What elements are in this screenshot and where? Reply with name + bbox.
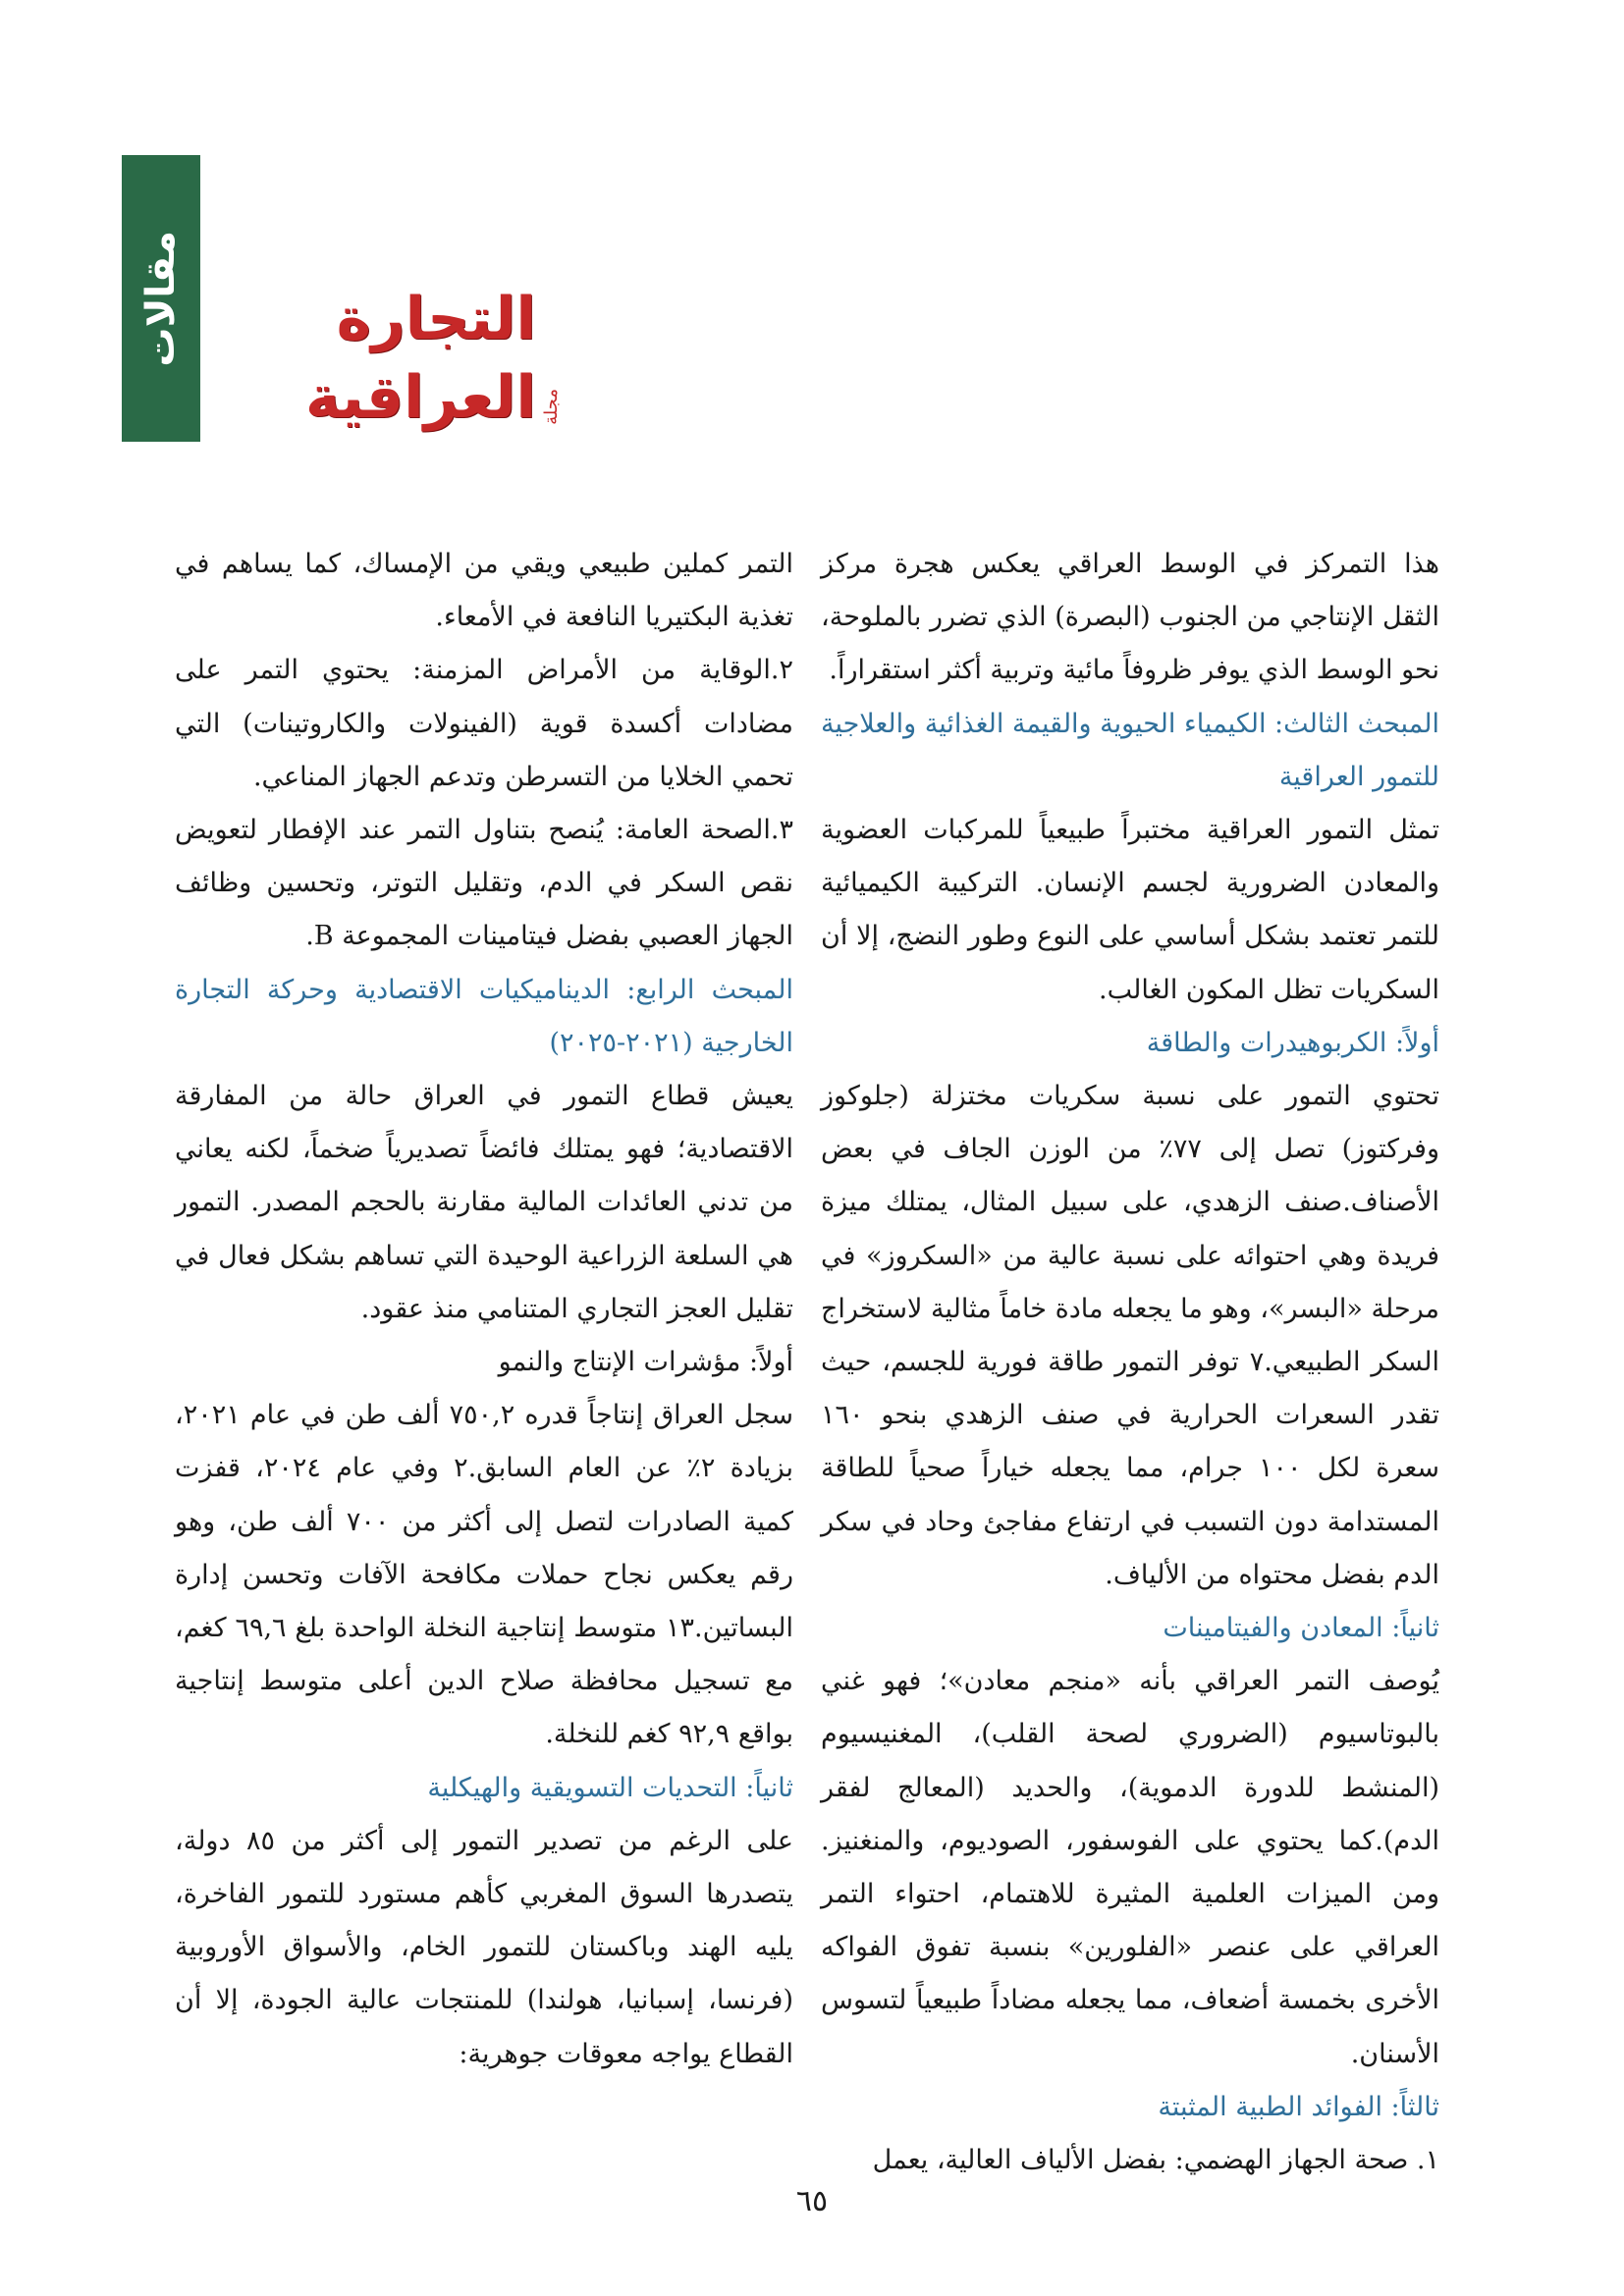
subsection-heading: ثانياً: التحديات التسويقية والهيكلية [427, 1772, 793, 1803]
paragraph: ١. صحة الجهاز الهضمي: بفضل الألياف العالية، يعمل [872, 2145, 1439, 2176]
paragraph: على الرغم من تصدير التمور إلى أكثر من ٨٥ دولة، يتصدرها السوق المغربي كأهم مستورد للتمور الفاخرة، يليه الهند وباكستان للتمور الخام، والأسواق الأوروبية (فرنسا، إسبانيا، هولندا) للمنتجات عالية الجودة، إلا أن القطاع يواجه معوقات جوهرية: [175, 1825, 794, 2069]
magazine-logo [208, 285, 562, 437]
list-item: ٣.الصحة العامة: يُنصح بتناول التمر عند الإفطار لتعويض نقص السكر في الدم، وتقليل التوتر، وتحسين وظائف الجهاز العصبي بفضل فيتامينات المجموعة B. [175, 815, 793, 952]
paragraph: التمر كملين طبيعي ويقي من الإمساك، كما يساهم في تغذية البكتيريا النافعة في الأمعاء. [175, 549, 793, 633]
section-tab-label: مقالات [138, 230, 184, 367]
paragraph: تمثل التمور العراقية مختبراً طبيعياً للمركبات العضوية والمعادن الضرورية لجسم الإنسان. التركيبة الكيميائية للتمر تعتمد بشكل أساسي على النوع وطور النضج، إلا أن السكريات تظل المكون الغالب. [821, 815, 1439, 1005]
subsection-heading: أولاً: الكربوهيدرات والطاقة [1146, 1027, 1439, 1058]
paragraph: هذا التمركز في الوسط العراقي يعكس هجرة مركز الثقل الإنتاجي من الجنوب (البصرة) الذي تضرر بالملوحة، نحو الوسط الذي يوفر ظروفاً مائية وتربية أكثر استقراراً. [821, 549, 1439, 686]
subsection-heading-plain: أولاً: مؤشرات الإنتاج والنمو [498, 1347, 793, 1378]
logo-small-text: مجلة [541, 389, 562, 425]
paragraph: تحتوي التمور على نسبة سكريات مختزلة (جلوكوز وفركتوز) تصل إلى ٧٧٪ من الوزن الجاف في بعض الأصناف.صنف الزهدي، على سبيل المثال، يمتلك ميزة فريدة وهي احتوائه على نسبة عالية من «السكروز» في مرحلة «البسر»، وهو ما يجعله مادة خاماً مثالية لاستخراج السكر الطبيعي.٧ توفر التمور طاقة فورية للجسم، حيث تقدر السعرات الحرارية في صنف الزهدي بنحو ١٦٠ سعرة لكل ١٠٠ جرام، مما يجعله خياراً صحياً للطاقة المستدامة دون التسبب في ارتفاع مفاجئ وحاد في سكر الدم بفضل محتواه من الألياف. [821, 1081, 1439, 1590]
subsection-heading: ثالثاً: الفوائد الطبية المثبتة [1158, 2091, 1439, 2122]
section-tab [122, 155, 200, 442]
left-column [175, 538, 793, 2081]
right-column [821, 538, 1439, 2187]
subsection-heading: ثانياً: المعادن والفيتامينات [1163, 1613, 1439, 1644]
paragraph: سجل العراق إنتاجاً قدره ٧٥٠,٢ ألف طن في عام ٢٠٢١، بزيادة ٢٪ عن العام السابق.٢ وفي عام ٢٠٢٤، قفزت كمية الصادرات لتصل إلى أكثر من ٧٠٠ ألف طن، وهو رقم يعكس نجاح حملات مكافحة الآفات وتحسن إدارة البساتين.١٣ متوسط إنتاجية النخلة الواحدة بلغ ٦٩,٦ كغم، مع تسجيل محافظة صلاح الدين أعلى متوسط إنتاجية بواقع ٩٢,٩ كغم للنخلة. [175, 1400, 793, 1750]
section-heading: المبحث الرابع: الديناميكيات الاقتصادية وحركة التجارة الخارجية (٢٠٢١-٢٠٢٥) [175, 974, 793, 1058]
paragraph: يعيش قطاع التمور في العراق حالة من المفارقة الاقتصادية؛ فهو يمتلك فائضاً تصديرياً ضخماً، لكنه يعاني من تدني العائدات المالية مقارنة بالحجم المصدر. التمور هي السلعة الزراعية الوحيدة التي تساهم بشكل فعال في تقليل العجز التجاري المتنامي منذ عقود. [175, 1081, 793, 1324]
paragraph: يُوصف التمر العراقي بأنه «منجم معادن»؛ فهو غني بالبوتاسيوم (الضروري لصحة القلب)، المغنيسيوم (المنشط للدورة الدموية)، والحديد (المعالج لفقر الدم).كما يحتوي على الفوسفور، الصوديوم، والمنغنيز. ومن الميزات العلمية المثيرة للاهتمام، احتواء التمر العراقي على عنصر «الفلورين» بنسبة تفوق الفواكه الأخرى بخمسة أضعاف، مما يجعله مضاداً طبيعياً لتسوس الأسنان. [821, 1666, 1439, 2069]
section-heading: المبحث الثالث: الكيمياء الحيوية والقيمة الغذائية والعلاجية للتمور العراقية [820, 708, 1439, 792]
list-item: ٢.الوقاية من الأمراض المزمنة: يحتوي التمر على مضادات أكسدة قوية (الفينولات والكاروتينات) التي تحمي الخلايا من التسرطن وتدعم الجهاز المناعي. [175, 655, 793, 792]
logo-main-text: التجارة العراقية [304, 285, 536, 432]
page-number: ٦٥ [795, 2184, 829, 2218]
